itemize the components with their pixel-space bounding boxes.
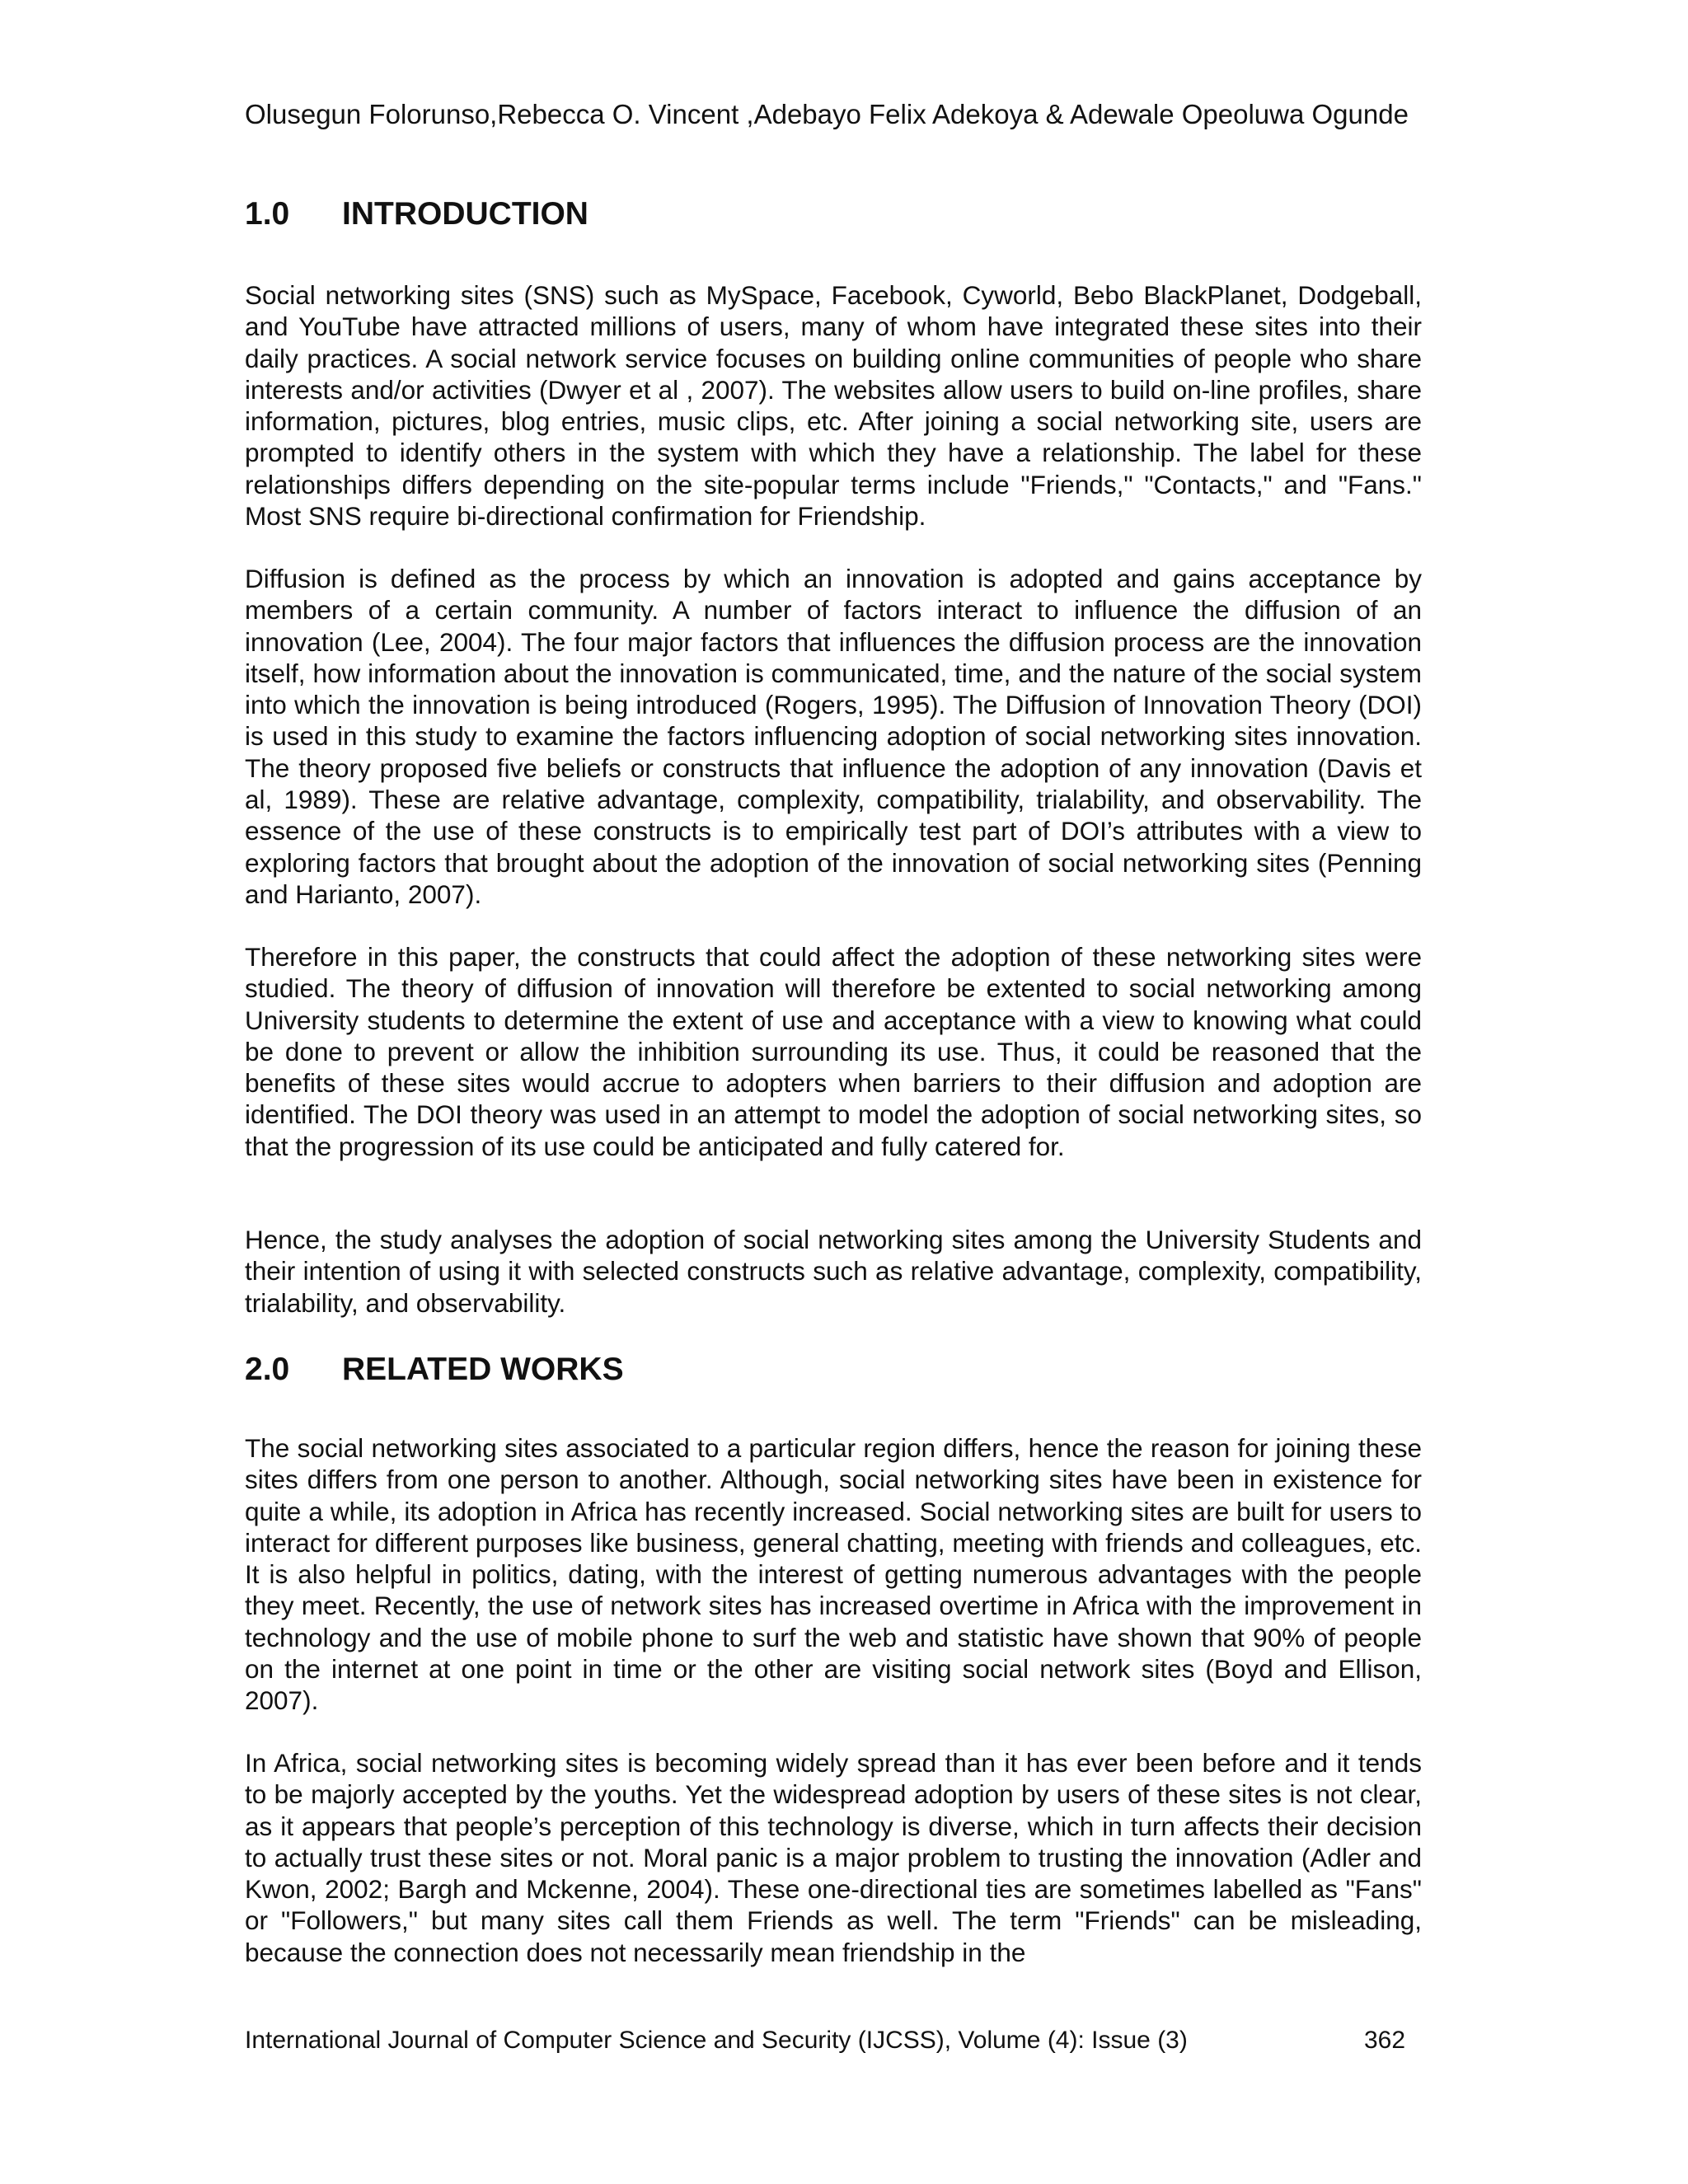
section-number: 2.0 (245, 1352, 290, 1387)
section-heading-introduction (245, 194, 588, 234)
section-heading-related-works (245, 1350, 624, 1390)
section-title: INTRODUCTION (342, 196, 588, 232)
page-number: 362 (1364, 2027, 1406, 2054)
paragraph: Hence, the study analyses the adoption of social networking sites among the University Students and their intention of using it with selected constructs such as relative advantage, complexity, compatibility, trialability, and observability. (245, 1225, 1422, 1318)
footer-journal-citation: International Journal of Computer Science and Security (IJCSS), Volume (4): Issue (3) (245, 2027, 1188, 2054)
paragraph: In Africa, social networking sites is becoming widely spread than it has ever been before and it tends to be majorly accepted by the youths. Yet the widespread adoption by users of these sites is not clear, as it appears that people’s perception of this technology is diverse, which in turn affects their decision to actually trust these sites or not. Moral panic is a major problem to trusting the innovation (Adler and Kwon, 2002; Bargh and Mckenne, 2004). These one-directional ties are sometimes labelled as "Fans" or "Followers," but many sites call them Friends as well. The term "Friends" can be misleading, because the connection does not necessarily mean friendship in the (245, 1748, 1422, 1967)
page-footer (245, 2024, 1432, 2057)
paragraph: Social networking sites (SNS) such as MySpace, Facebook, Cyworld, Bebo BlackPlanet, Dodgeball, and YouTube have attracted millions of users, many of whom have integrated these sites into their daily practices. A social network service focuses on building online communities of people who share interests and/or activities (Dwyer et al , 2007). The websites allow users to build on-line profiles, share information, pictures, blog entries, music clips, etc. After joining a social networking site, users are prompted to identify others in the system with which they have a relationship. The label for these relationships differs depending on the site-popular terms include "Friends," "Contacts," and "Fans." Most SNS require bi-directional confirmation for Friendship. (245, 280, 1422, 532)
running-header-authors: Olusegun Folorunso,Rebecca O. Vincent ,Adebayo Felix Adekoya & Adewale Opeoluwa Ogunde (245, 99, 1409, 129)
paragraph: The social networking sites associated to a particular region differs, hence the reason for joining these sites differs from one person to another. Although, social networking sites have been in existence for quite a while, its adoption in Africa has recently increased. Social networking sites are built for users to interact for different purposes like business, general chatting, meeting with friends and colleagues, etc. It is also helpful in politics, dating, with the interest of getting numerous advantages with the people they meet. Recently, the use of network sites has increased overtime in Africa with the improvement in technology and the use of mobile phone to surf the web and statistic have shown that 90% of people on the internet at one point in time or the other are visiting social network sites (Boyd and Ellison, 2007). (245, 1433, 1422, 1716)
paragraph: Diffusion is defined as the process by which an innovation is adopted and gains acceptance by members of a certain community. A number of factors interact to influence the diffusion of an innovation (Lee, 2004). The four major factors that influences the diffusion process are the innovation itself, how information about the innovation is communicated, time, and the nature of the social system into which the innovation is being introduced (Rogers, 1995). The Diffusion of Innovation Theory (DOI) is used in this study to examine the factors influencing adoption of social networking sites innovation. The theory proposed five beliefs or constructs that influence the adoption of any innovation (Davis et al, 1989). These are relative advantage, complexity, compatibility, trialability, and observability. The essence of the use of these constructs is to empirically test part of DOI’s attributes with a view to exploring factors that brought about the adoption of the innovation of social networking sites (Penning and Harianto, 2007). (245, 564, 1422, 909)
paragraph: Therefore in this paper, the constructs that could affect the adoption of these networking sites were studied. The theory of diffusion of innovation will therefore be extented to social networking among University students to determine the extent of use and acceptance with a view to knowing what could be done to prevent or allow the inhibition surrounding its use. Thus, it could be reasoned that the benefits of these sites would accrue to adopters when barriers to their diffusion and adoption are identified. The DOI theory was used in an attempt to model the adoption of social networking sites, so that the progression of its use could be anticipated and fully catered for. (245, 942, 1422, 1161)
section-number: 1.0 (245, 196, 290, 232)
section-title: RELATED WORKS (342, 1352, 624, 1387)
